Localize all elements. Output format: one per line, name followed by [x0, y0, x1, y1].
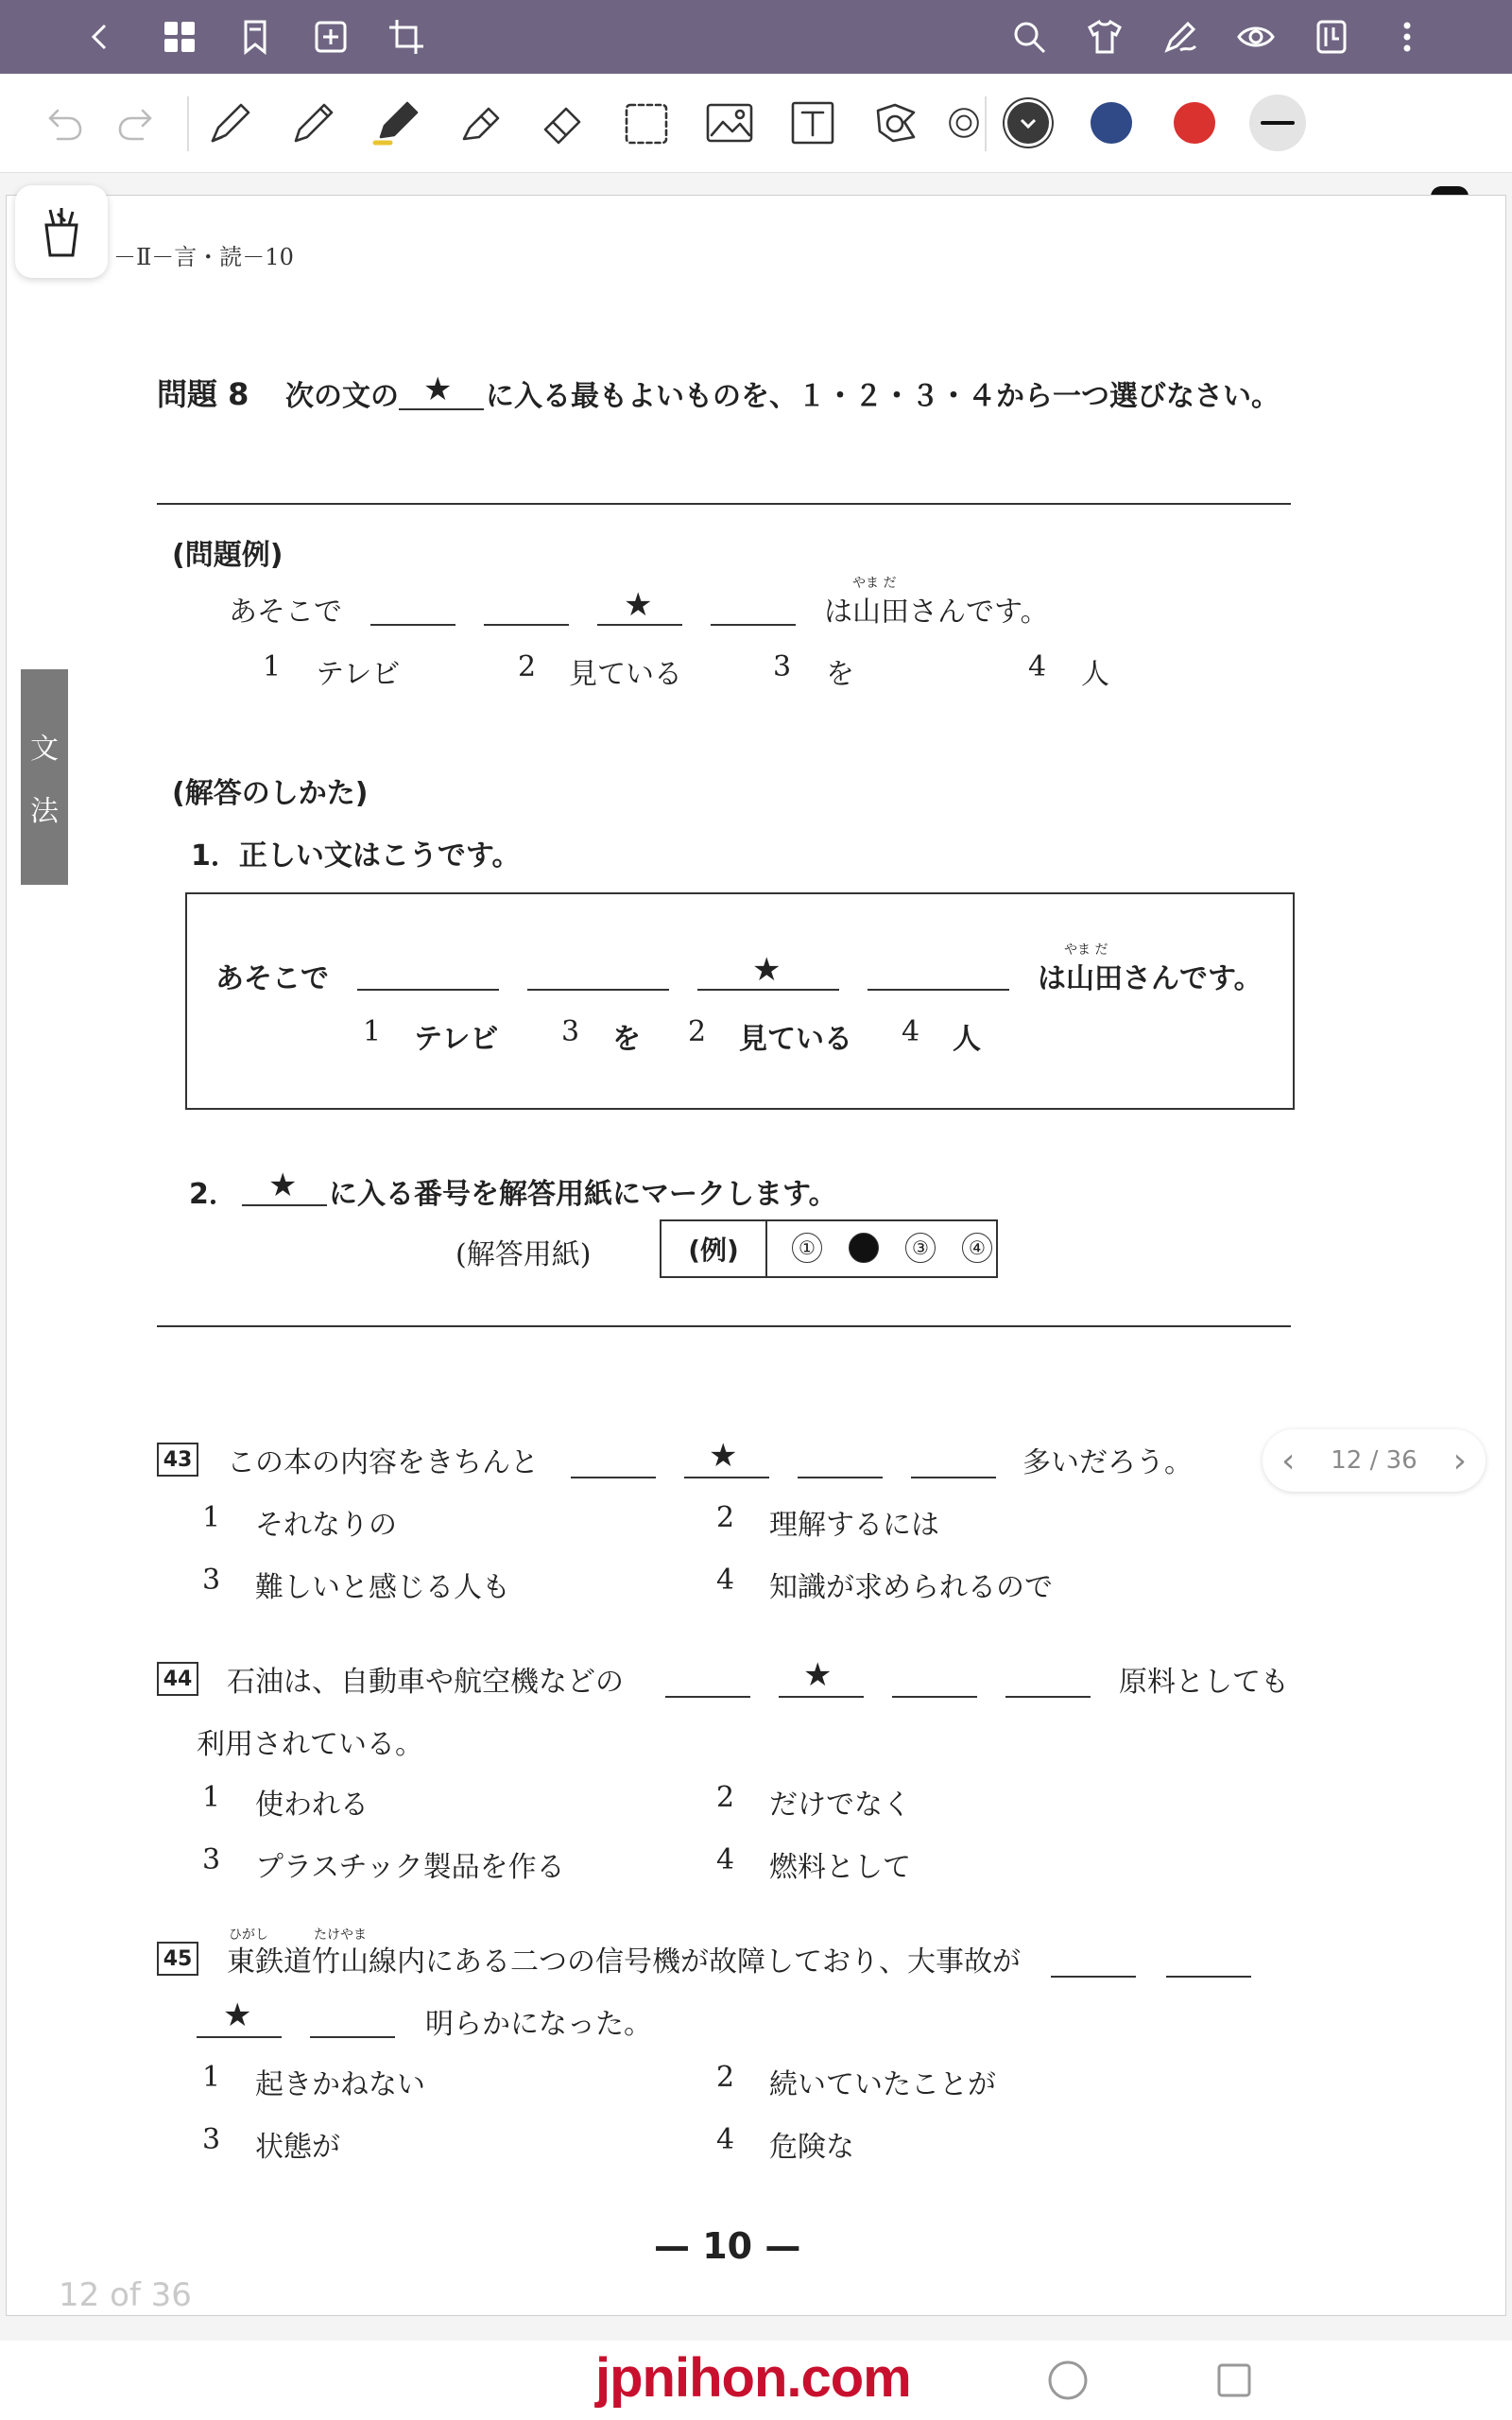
example-sentence-start: あそこで	[229, 596, 342, 629]
answer-bubble-3: ③	[905, 1233, 936, 1263]
blank-line	[1166, 1976, 1251, 1978]
answer-order-text: 人	[953, 1023, 981, 1056]
option-num: 3	[773, 650, 792, 683]
star-mark: ★	[803, 1656, 833, 1694]
divider-rule	[157, 503, 1291, 505]
question-stem-line2: 明らかになった。	[425, 2008, 652, 2041]
problem-title: 問題 8	[157, 376, 249, 412]
question-stem-end: 原料としても	[1119, 1666, 1289, 1699]
marker-icon[interactable]	[369, 95, 425, 151]
question-number: 45	[157, 1942, 198, 1976]
step2-text: に入る番号を解答用紙にマークします。	[329, 1178, 837, 1211]
image-icon[interactable]	[701, 95, 758, 151]
star-mark: ★	[752, 951, 782, 989]
sentence-tail: さんです。	[1123, 962, 1263, 995]
blank-line	[571, 1477, 656, 1478]
option-num: 3	[202, 1843, 221, 1876]
blank-line	[911, 1477, 996, 1478]
answer-order-text: テレビ	[414, 1023, 499, 1056]
blank-line	[484, 624, 569, 626]
sentence-particle: は	[1038, 962, 1066, 995]
option-num: 2	[716, 1501, 735, 1534]
highlighter-icon[interactable]	[452, 95, 508, 151]
howto-label: (解答のしかた)	[172, 777, 369, 810]
color-swatch-red[interactable]	[1174, 102, 1215, 144]
side-index-tab	[21, 669, 68, 885]
more-icon[interactable]	[1383, 13, 1431, 60]
step1-text: 1．正しい文はこうです。	[191, 839, 521, 873]
redo-icon[interactable]	[110, 95, 166, 151]
furigana: やま だ	[1064, 942, 1108, 958]
more-tools-icon[interactable]	[945, 95, 983, 151]
option-text: 続いていたことが	[769, 2068, 996, 2101]
option-num: 4	[716, 1564, 735, 1597]
blank-line	[197, 2036, 282, 2038]
text-box-icon[interactable]	[784, 95, 841, 151]
answer-order-num: 3	[561, 1015, 580, 1048]
question-stem: この本の内容をきちんと	[227, 1446, 539, 1479]
star-mark: ★	[624, 586, 653, 624]
option-text: 難しいと感じる人も	[255, 1571, 510, 1604]
blank-line	[527, 989, 669, 991]
answer-bubble-1: ①	[792, 1233, 822, 1263]
lasso-select-icon[interactable]	[618, 95, 675, 151]
page-number: — 10 —	[654, 2225, 801, 2267]
site-watermark: jpnihon.com	[595, 2347, 911, 2409]
blank-line	[597, 624, 682, 626]
pen-edit-icon[interactable]	[1157, 13, 1204, 60]
undo-icon[interactable]	[34, 95, 91, 151]
option-text: 知識が求められるので	[769, 1571, 1053, 1604]
answer-example-box	[185, 892, 1295, 1110]
example-label: (問題例)	[172, 539, 284, 572]
divider-rule	[157, 1325, 1291, 1327]
instruction-blank	[399, 408, 484, 410]
back-icon[interactable]	[77, 13, 125, 60]
floating-tool-button[interactable]	[15, 185, 108, 278]
toolbar-divider	[187, 96, 189, 151]
option-text: それなりの	[255, 1509, 397, 1542]
answer-order-text: 見ている	[739, 1023, 852, 1056]
add-page-icon[interactable]	[307, 13, 354, 60]
instruction-pre: 次の文の	[285, 380, 399, 413]
option-text: を	[826, 658, 854, 691]
stroke-width-thin-selected[interactable]	[1249, 95, 1306, 151]
side-tab-char: 法	[30, 795, 59, 828]
answer-order-text: を	[612, 1023, 641, 1056]
option-num: 2	[518, 650, 537, 683]
example-sentence-end	[824, 588, 1049, 630]
option-text: 起きかねない	[255, 2068, 425, 2101]
ruler-icon[interactable]	[1308, 13, 1355, 60]
blank-line	[868, 989, 1009, 991]
option-text: 人	[1081, 658, 1109, 691]
pencil-cup-icon	[39, 204, 84, 259]
answer-order-num: 4	[902, 1015, 920, 1048]
shapes-icon[interactable]	[868, 95, 924, 151]
top-app-bar	[0, 0, 1512, 74]
sentence-particle: は	[824, 596, 852, 629]
sentence-kanji: 山田	[1066, 962, 1123, 995]
answer-sentence-end	[1038, 955, 1263, 996]
answer-bubble-2-filled	[849, 1233, 879, 1263]
answer-order-num: 1	[363, 1015, 382, 1048]
option-num: 4	[716, 2123, 735, 2156]
option-num: 3	[202, 2123, 221, 2156]
option-num: 2	[716, 1781, 735, 1814]
question-stem: 石油は、自動車や航空機などの	[227, 1666, 624, 1699]
answer-sentence-start: あそこで	[215, 962, 329, 995]
sentence-tail: さんです。	[909, 596, 1049, 629]
furigana: たけやま	[314, 1927, 367, 1943]
bookmark-icon[interactable]	[232, 13, 279, 60]
search-icon[interactable]	[1005, 13, 1053, 60]
blank-line	[1051, 1976, 1136, 1978]
star-mark: ★	[423, 371, 453, 408]
blank-line	[684, 1477, 769, 1478]
furigana: ひがし	[229, 1927, 268, 1943]
shirt-icon[interactable]	[1081, 13, 1128, 60]
question-stem-end: 多いだろう。	[1022, 1446, 1193, 1479]
blank-line	[798, 1477, 883, 1478]
option-num: 4	[1028, 650, 1047, 683]
pencil-icon[interactable]	[285, 95, 342, 151]
blank-line	[242, 1204, 327, 1206]
blank-line	[370, 624, 455, 626]
option-text: だけでなく	[769, 1789, 911, 1822]
blank-line	[1005, 1696, 1091, 1698]
eraser-icon[interactable]	[535, 95, 592, 151]
blank-line	[779, 1696, 864, 1698]
next-page-button[interactable]: ›	[1452, 1441, 1467, 1480]
instruction-post: に入る最もよいものを、１・２・３・４から一つ選びなさい。	[486, 380, 1280, 413]
color-swatch-blue[interactable]	[1091, 102, 1132, 144]
answer-sheet-example-cell: (例)	[662, 1221, 767, 1276]
eye-icon[interactable]	[1232, 13, 1280, 60]
star-mark: ★	[268, 1167, 298, 1204]
answer-sheet-label: (解答用紙)	[455, 1238, 592, 1271]
option-num: 2	[716, 2061, 735, 2094]
option-text: 危険な	[769, 2131, 854, 2164]
toolbar-divider	[985, 96, 987, 151]
crop-icon[interactable]	[383, 13, 430, 60]
step2-number: 2．	[189, 1178, 237, 1211]
question-number: 43	[157, 1443, 198, 1477]
answer-order-num: 2	[688, 1015, 707, 1048]
page-indicator: 12 / 36	[1331, 1446, 1418, 1475]
side-tab-char: 文	[30, 733, 59, 766]
sentence-kanji: 山田	[852, 596, 909, 629]
option-text: テレビ	[316, 658, 401, 691]
question-stem: 東鉄道竹山線内にある二つの信号機が故障しており、大事故が	[227, 1945, 1021, 1979]
star-mark: ★	[709, 1437, 738, 1475]
option-text: 使われる	[255, 1789, 369, 1822]
page-counter-watermark: 12 of 36	[59, 2276, 192, 2314]
blank-line	[892, 1696, 977, 1698]
page-navigator	[1263, 1429, 1486, 1492]
blank-line	[665, 1696, 750, 1698]
option-num: 1	[202, 1501, 221, 1534]
option-text: 理解するには	[769, 1509, 939, 1542]
drawing-toolbar	[0, 74, 1512, 173]
prev-page-button[interactable]: ‹	[1281, 1441, 1296, 1480]
home-circle-icon[interactable]	[1047, 2360, 1089, 2401]
furigana: やま だ	[852, 576, 897, 591]
option-num: 1	[202, 1781, 221, 1814]
blank-line	[711, 624, 796, 626]
blank-line	[357, 989, 499, 991]
answer-sheet-sample	[660, 1219, 998, 1278]
recent-apps-icon[interactable]	[1215, 2361, 1253, 2399]
option-text: 見ている	[569, 658, 682, 691]
color-swatch-black[interactable]	[1007, 102, 1049, 144]
option-text: 燃料として	[769, 1851, 911, 1884]
page-header-reference: －Ⅱ－言・読－10	[113, 244, 294, 270]
blank-line	[697, 989, 839, 991]
question-stem-line2: 利用されている。	[197, 1728, 423, 1761]
star-mark: ★	[223, 1996, 252, 2034]
answer-bubble-4: ④	[962, 1233, 992, 1263]
question-number: 44	[157, 1662, 198, 1696]
option-text: プラスチック製品を作る	[255, 1851, 565, 1884]
option-num: 1	[263, 650, 282, 683]
grid-icon[interactable]	[156, 13, 203, 60]
option-text: 状態が	[255, 2131, 340, 2164]
option-num: 3	[202, 1564, 221, 1597]
fountain-pen-icon[interactable]	[202, 95, 259, 151]
option-num: 1	[202, 2061, 221, 2094]
option-num: 4	[716, 1843, 735, 1876]
blank-line	[310, 2036, 395, 2038]
